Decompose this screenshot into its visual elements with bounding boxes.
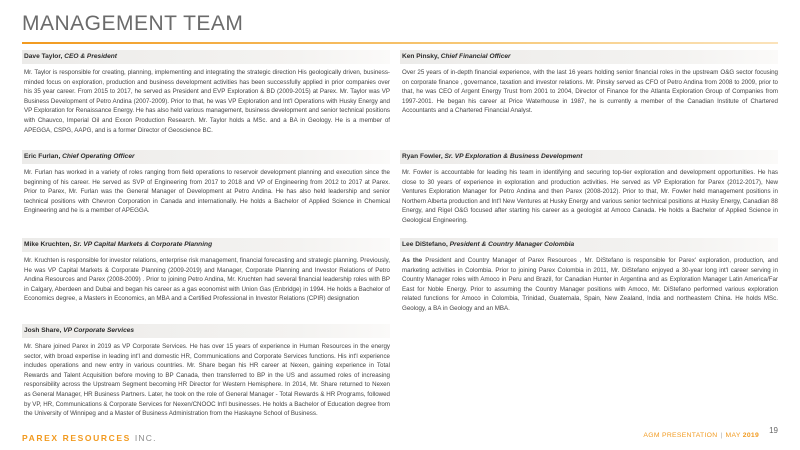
- bio-text: Mr. Share joined Parex in 2019 as VP Corporate Services. He has over 15 years of experience in Human Resources in the energy sector, with broad expertise in leading int'l and domestic HR, Communications and Corporate Services functions. His int'l experience includes operations and new entry in various countries. Mr. Share began his HR career at Nexen, gaining experience in Total Rewards and Talent Acquisition before moving to BP Canada, then transferred to BP in the US and assumed roles of increasing responsibility across the Upstream Segment becoming HR Director for Western Hemisphere. In 2014, Mr. Share returned to Nexen as General Manager, HR Business Partners. Later, he took on the role of General Manager - Total Rewards & HR Programs, followed by VP, HR, Communications & Corporate Services for Nexen/CNOOC Int'l businesses. He holds a Bachelor of Education degree from the University of Winnipeg and a Master of Business Administration from the Haskayne School of Business.: [24, 343, 390, 418]
- bio-role: Chief Financial Officer: [440, 53, 511, 60]
- bio-text: Mr. Furlan has worked in a variety of roles ranging from field operations to reservoir development planning and execution since the beginning of his career. He served as SVP of Engineering from 2017 to 2018 and VP of Engineering from 2012 to 2017 at Parex. Prior to Parex, Mr. Furlan was the General Manager of Development at Petro Andina. He has also held leadership and senior technical positions with Chevron Corporation in Canada and internationally. He holds a Bachelor of Applied Science in Chemical Engineering and he is a member of APEGGA.: [24, 169, 390, 215]
- bio-dave-taylor: [22, 50, 390, 135]
- bio-header: Mike Kruchten, Sr. VP Capital Markets & Corporate Planning: [22, 238, 390, 252]
- presentation-month: MAY: [725, 432, 741, 439]
- bio-name: Ken Pinsky: [402, 53, 438, 60]
- presentation-name: AGM PRESENTATION: [643, 432, 718, 439]
- page-title: MANAGEMENT TEAM: [22, 12, 244, 35]
- bio-role: CEO & President: [64, 53, 117, 60]
- page-number: 19: [769, 426, 778, 435]
- bio-text: Mr. Taylor is responsible for creating, planning, implementing and integrating the strategic direction His geologically driven, business-minded focus on exploration, production and business development activities has been successfully applied in prior companies over his 35 year career. From 2015 to 2017, he served as President and EVP Exploration & BD (2009-2015) at Parex. Mr. Taylor was VP Business Development of Petro Andina (2007-2009). Prior to that, he was VP Exploration and Int'l Operations with Husky Energy and VP Exploration for Renaissance Energy. He has also held various management, business development and senior technical positions with Chauvco, Imperial Oil and Exxon Production Research. Mr. Taylor holds a MSc. and a BA in Geology. He is a member of APEGGA, CSPG, AAPG, and is a former Director of Geoscience BC.: [24, 69, 390, 134]
- bio-header: Lee DiStefano, President & Country Manager Colombia: [400, 238, 778, 252]
- bio-mike-kruchten: [22, 238, 390, 304]
- bio-header: Dave Taylor, CEO & President: [22, 50, 390, 64]
- bio-text: Mr. Kruchten is responsible for investor relations, enterprise risk management, financial forecasting and strategic planning. Previously, He was VP Capital Markets & Corporate Planning (2009-2019) and Manager, Corporate Planning and Investor Relations of Petro Andina Resources and Parex (2008-2009) . Prior to joining Petro Andina, Mr. Kruchten had several financial leadership roles with BP in Calgary, Aberdeen and Dubai and began his career as a gas economist with Union Gas (Enbridge) in 1994. He holds a Bachelor of Economics degree, a Masters in Economics, an MBA and a Certified Professional in Investor Relations (CPIR) designation: [24, 257, 390, 303]
- bio-header: Eric Furlan, Chief Operating Officer: [22, 150, 390, 164]
- bio-name: Eric Furlan: [24, 153, 59, 160]
- footer-separator: |: [720, 432, 723, 439]
- bio-josh-share: [22, 324, 390, 419]
- presentation-label: [643, 432, 759, 439]
- bio-text-lead: As the: [402, 257, 423, 264]
- bio-role: President & Country Manager Colombia: [449, 241, 575, 248]
- presentation-year: 2019: [742, 432, 760, 439]
- bio-name: Lee DiStefano: [402, 241, 446, 248]
- bio-name: Dave Taylor: [24, 53, 61, 60]
- bio-role: Sr. VP Capital Markets & Corporate Planning: [73, 241, 213, 248]
- bio-header: Ryan Fowler, Sr. VP Exploration & Business Development: [400, 150, 778, 164]
- bio-eric-furlan: [22, 150, 390, 216]
- footer-info: [643, 426, 778, 439]
- bio-ken-pinsky: [400, 50, 778, 116]
- company-logo: [22, 433, 157, 443]
- bio-text: [400, 256, 778, 314]
- bio-text-body: President and Country Manager of Parex Resources , Mr. DiStefano is responsible for Parex' exploration, production, and marketing activities in Colombia. Prior to joining Parex Colombia in 2011, Mr. DiStefano enjoyed a 30-year long int'l career serving in Country Manager roles with Amoco in Peru and Brazil, for Canadian Hunter in Argentina and as Exploration Manager Latin America/Far East for Noble Energy. Prior to assuming the Country Manager positions with Amoco, Mr. DiStefano performed various exploration related functions for Amoco in Colombia, Trinidad, Guatemala, Spain, New Zealand, India and northeastern China. He holds MSc. Geology, a BA in Geology and an MBA.: [402, 257, 778, 312]
- bio-text: Over 25 years of in-depth financial experience, with the last 16 years holding senior financial roles in the upstream O&G sector focusing on corporate finance , governance, taxation and investor relations. Mr. Pinsky served as CFO of Petro Andina from 2008 to 2009, prior to that, he was CEO of Argent Energy Trust from 2001 to 2004, Director of Finance for the Atlanta Exploration Group of Companies from 1997-2001. He began his career at Price Waterhouse in 1987, he is currently a member of the Canadian Institute of Chartered Accountants and a Chartered Financial Analyst.: [402, 69, 778, 115]
- logo-wordmark: PAREX RESOURCES: [22, 433, 131, 443]
- bio-role: VP Corporate Services: [63, 327, 135, 334]
- bio-name: Ryan Fowler: [402, 153, 441, 160]
- bio-ryan-fowler: [400, 150, 778, 226]
- title-divider: [22, 42, 778, 44]
- bio-header: Josh Share, VP Corporate Services: [22, 324, 390, 338]
- bio-role: Sr. VP Exploration & Business Development: [444, 153, 583, 160]
- bio-name: Mike Kruchten: [24, 241, 70, 248]
- bio-text: Mr. Fowler is accountable for leading his team in identifying and securing top-tier exploration and development opportunities. He has close to 30 years of experience in exploration and production activities. He served as VP Exploration for Parex (2012-2017), New Ventures Exploration Manager for Petro Andina and then Parex (2008-2012). Prior to that, Mr. Fowler held management positions in Northern Alberta production and Int'l New Ventures at Husky Energy and various senior technical positions at Husky Energy, Canadian 88 Energy, and Rigel O&G focused after starting his career as a geologist at Amoco Canada. He holds a Bachelor of Applied Science in Geological Engineering.: [402, 169, 778, 224]
- logo-suffix: INC.: [134, 433, 157, 443]
- bio-header: Ken Pinsky, Chief Financial Officer: [400, 50, 778, 64]
- bio-role: Chief Operating Officer: [62, 153, 135, 160]
- bio-lee-distefano: [400, 238, 778, 314]
- bio-name: Josh Share: [24, 327, 60, 334]
